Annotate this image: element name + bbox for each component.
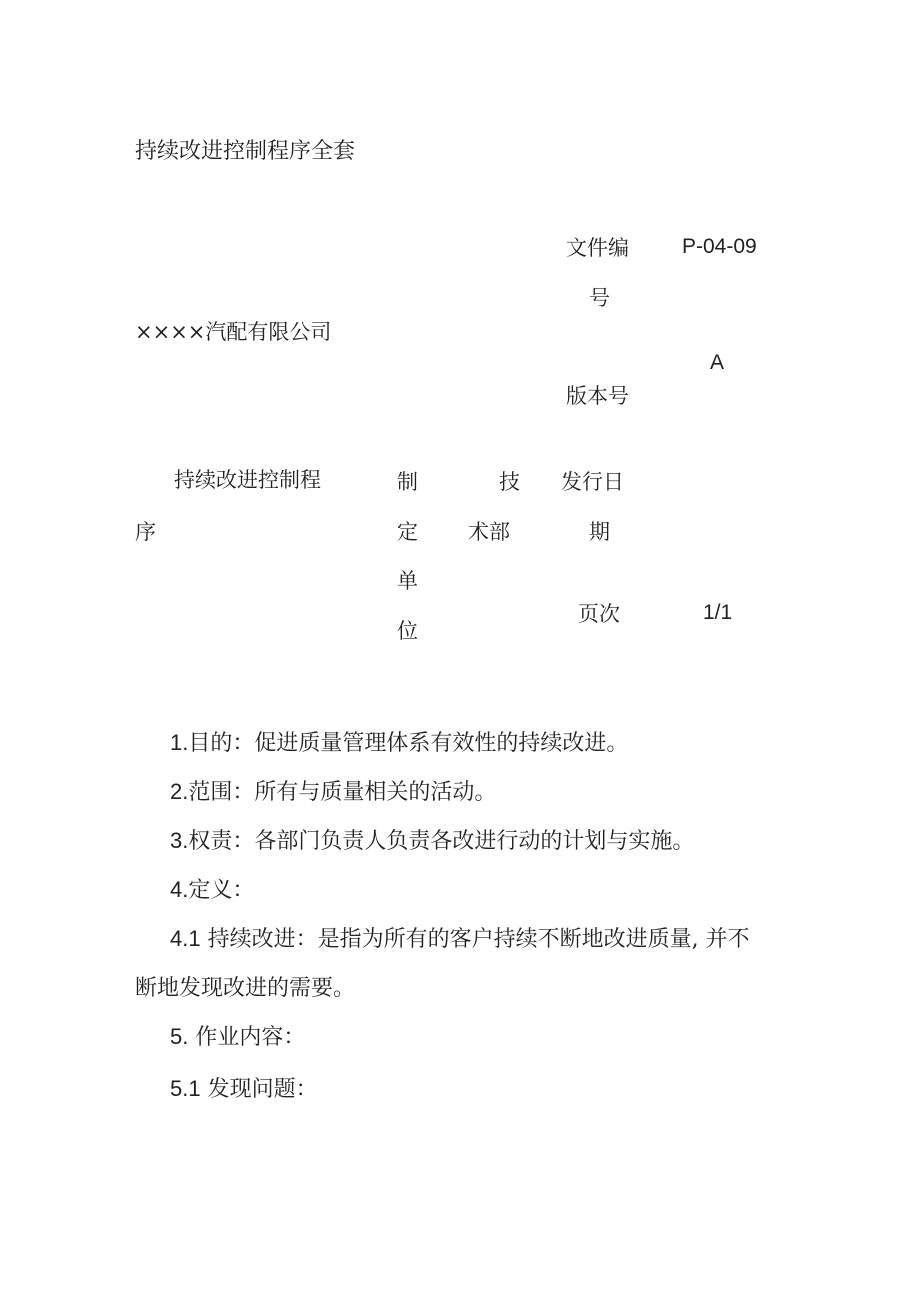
section-2 [170, 775, 496, 806]
section-5-1 [170, 1072, 318, 1103]
unit-value-line2: 术部 [468, 520, 510, 544]
page-label: 页次 [578, 602, 620, 626]
section-5-1-text: 发现问题： [200, 1077, 318, 1102]
document-title: 持续改进控制程序全套 [135, 139, 356, 164]
section-5-1-number: 5.1 [170, 1076, 201, 1101]
section-4 [170, 873, 254, 904]
section-1 [170, 726, 628, 757]
section-2-text: 范围：所有与质量相关的活动。 [188, 780, 497, 805]
version-value: A [710, 351, 725, 374]
section-5 [170, 1020, 305, 1051]
procedure-name-line2: 序 [135, 520, 156, 544]
section-5-text: 作业内容： [188, 1025, 306, 1050]
procedure-name-line1: 持续改进控制程 [174, 468, 321, 492]
section-5-number: 5. [170, 1024, 189, 1049]
version-label: 版本号 [566, 384, 629, 408]
section-4-number: 4. [170, 877, 189, 902]
section-1-text: 目的：促进质量管理体系有效性的持续改进。 [188, 731, 629, 756]
company-name: ××××汽配有限公司 [135, 320, 332, 344]
unit-value-line1: 技 [499, 470, 520, 494]
unit-label-char-4: 位 [397, 619, 418, 643]
doc-number-label-line2: 号 [589, 286, 610, 310]
page-value: 1/1 [703, 601, 733, 624]
section-4-1 [170, 922, 750, 953]
unit-label-char-1: 制 [397, 470, 418, 494]
section-4-1-number: 4.1 [170, 926, 201, 951]
section-3 [170, 824, 694, 855]
section-4-1-continued: 断地发现改进的需要。 [135, 976, 356, 1001]
section-2-number: 2. [170, 779, 189, 804]
doc-number-value: P-04-09 [682, 235, 757, 258]
section-4-text: 定义： [188, 878, 255, 903]
issue-date-label-line2: 期 [589, 520, 610, 544]
section-3-number: 3. [170, 828, 189, 853]
unit-label-char-3: 单 [397, 569, 418, 593]
section-4-1-text: 持续改进：是指为所有的客户持续不断地改进质量, 并不 [200, 927, 750, 952]
unit-label-char-2: 定 [397, 520, 418, 544]
section-1-number: 1. [170, 730, 189, 755]
doc-number-label-line1: 文件编 [566, 236, 629, 260]
section-3-text: 权责：各部门负责人负责各改进行动的计划与实施。 [188, 829, 695, 854]
issue-date-label-line1: 发行日 [561, 470, 624, 494]
